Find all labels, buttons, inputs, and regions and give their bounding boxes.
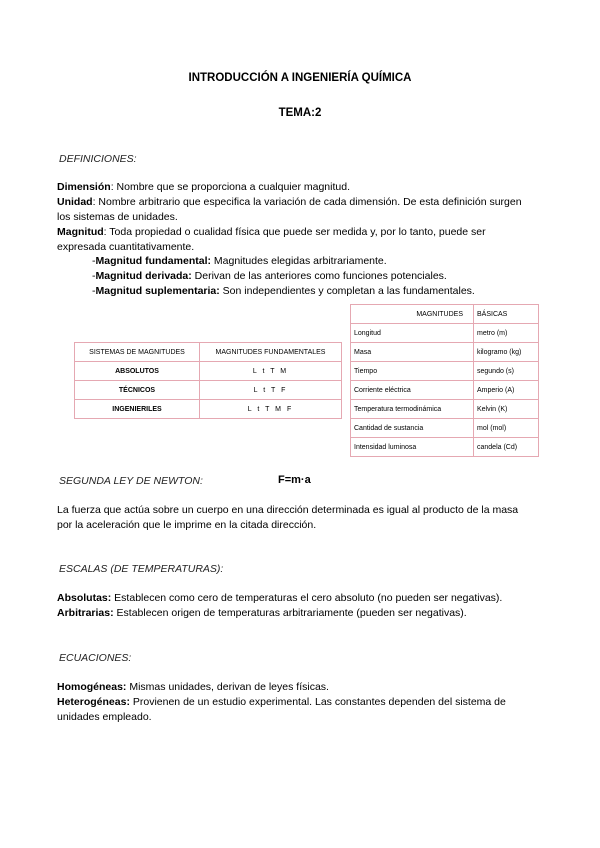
system-name: ABSOLUTOS (75, 362, 200, 381)
section-heading-definiciones: DEFINICIONES: (59, 153, 137, 165)
definition-item (57, 195, 527, 225)
equations-list (57, 680, 527, 725)
table-header-row (75, 343, 342, 362)
table-header: MAGNITUDES (351, 305, 474, 324)
definition-item (57, 180, 527, 195)
equation-item (57, 680, 527, 695)
magnitude-type-item (92, 254, 475, 269)
definition-list (57, 180, 527, 255)
equation-term: Homogéneas: (57, 681, 127, 693)
magnitude-unit: mol (mol) (474, 419, 539, 438)
magnitude-unit: Kelvin (K) (474, 400, 539, 419)
scale-text: Establecen origen de temperaturas arbitrariamente (pueden ser negativas). (113, 607, 467, 619)
definition-text: : Nombre que se proporciona a cualquier magnitud. (110, 181, 350, 193)
magnitude-unit: kilogramo (kg) (474, 343, 539, 362)
table-header-row (351, 305, 539, 324)
magnitude-type-text: Derivan de las anteriores como funciones potenciales. (191, 270, 447, 282)
scale-term: Absolutas: (57, 592, 112, 604)
newton-formula: F=m·a (278, 474, 311, 486)
magnitude-unit: Amperio (A) (474, 381, 539, 400)
magnitude-unit: candela (Cd) (474, 438, 539, 457)
table-row (351, 362, 539, 381)
magnitude-name: Masa (351, 343, 474, 362)
table-row (351, 381, 539, 400)
scale-text: Establecen como cero de temperaturas el cero absoluto (no pueden ser negativas). (111, 592, 503, 604)
magnitude-name: Tiempo (351, 362, 474, 381)
magnitude-type-text: Magnitudes elegidas arbitrariamente. (211, 255, 387, 267)
magnitude-type-term: Magnitud fundamental: (95, 255, 211, 267)
table-row (351, 400, 539, 419)
page-subtitle: TEMA:2 (278, 107, 322, 119)
definition-term: Magnitud (57, 226, 104, 238)
table-header: SISTEMAS DE MAGNITUDES (75, 343, 200, 362)
magnitude-type-item (92, 269, 475, 284)
table-row (351, 324, 539, 343)
magnitude-name: Corriente eléctrica (351, 381, 474, 400)
table-row (351, 438, 539, 457)
definition-text: : Toda propiedad o cualidad física que puede ser medida y, por lo tanto, puede ser expresada cuantitativamente. (57, 226, 486, 253)
table-row (75, 362, 342, 381)
table-header: BÁSICAS (474, 305, 539, 324)
equation-text: Provienen de un estudio experimental. Las constantes dependen del sistema de unidades empleado. (57, 696, 506, 723)
table-row (75, 381, 342, 400)
table-row (351, 343, 539, 362)
list-dash: - (92, 285, 96, 297)
magnitude-type-term: Magnitud suplementaria: (95, 285, 220, 297)
basic-magnitudes-table (350, 304, 539, 457)
magnitude-unit: segundo (s) (474, 362, 539, 381)
system-magnitudes: L t T M (200, 362, 342, 381)
magnitude-type-term: Magnitud derivada: (95, 270, 192, 282)
list-dash: - (92, 270, 96, 282)
scale-item (57, 606, 537, 621)
table-header: MAGNITUDES FUNDAMENTALES (200, 343, 342, 362)
magnitude-type-text: Son independientes y completan a las fundamentales. (219, 285, 475, 297)
magnitude-unit: metro (m) (474, 324, 539, 343)
equation-text: Mismas unidades, derivan de leyes físicas. (126, 681, 329, 693)
table-row (75, 400, 342, 419)
magnitude-type-item (92, 284, 475, 299)
scale-term: Arbitrarias: (57, 607, 114, 619)
list-dash: - (92, 255, 96, 267)
magnitude-types-list (92, 254, 475, 299)
definition-term: Unidad (57, 196, 93, 208)
scales-list (57, 591, 537, 621)
page-title: INTRODUCCIÓN A INGENIERÍA QUÍMICA (188, 72, 412, 84)
magnitude-name: Cantidad de sustancia (351, 419, 474, 438)
equation-term: Heterogéneas: (57, 696, 130, 708)
scale-item (57, 591, 537, 606)
system-name: INGENIERILES (75, 400, 200, 419)
system-name: TÉCNICOS (75, 381, 200, 400)
newton-description: La fuerza que actúa sobre un cuerpo en una dirección determinada es igual al producto de la masa por la aceleración que le imprime en la citada dirección. (57, 504, 519, 531)
definition-text: : Nombre arbitrario que especifica la variación de cada dimensión. De esta definición surgen los sistemas de unidades. (57, 196, 522, 223)
section-heading-ecuaciones: ECUACIONES: (59, 652, 132, 664)
magnitude-name: Longitud (351, 324, 474, 343)
system-magnitudes: L t T F (200, 381, 342, 400)
definition-term: Dimensión (57, 181, 111, 193)
table-row (351, 419, 539, 438)
section-heading-newton: SEGUNDA LEY DE NEWTON: (59, 475, 203, 487)
magnitude-name: Intensidad luminosa (351, 438, 474, 457)
system-magnitudes: L t T M F (200, 400, 342, 419)
equation-item (57, 695, 527, 725)
magnitude-name: Temperatura termodinámica (351, 400, 474, 419)
systems-table (74, 342, 342, 419)
definition-item (57, 225, 527, 255)
section-heading-escalas: ESCALAS (DE TEMPERATURAS): (59, 563, 224, 575)
